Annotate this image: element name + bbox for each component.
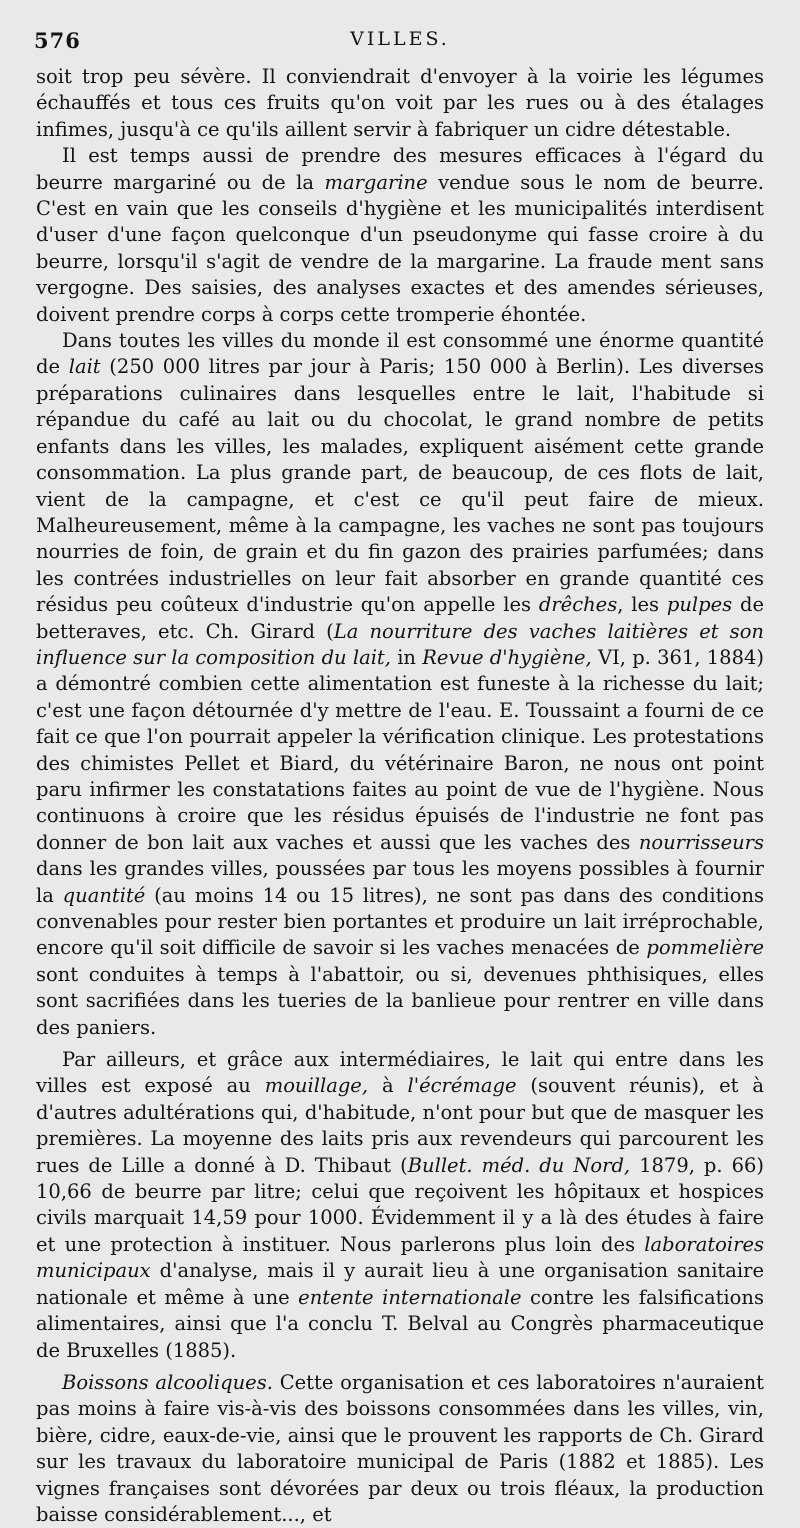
page-number: 576 — [34, 28, 81, 53]
emphasis: nourrisseurs — [638, 830, 764, 854]
emphasis: margarine — [324, 170, 428, 194]
emphasis: entente internationale — [298, 1285, 522, 1309]
emphasis: drêches — [538, 593, 618, 617]
emphasis: quantité — [62, 883, 146, 907]
emphasis: lait — [68, 355, 101, 379]
paragraph-4: Par ailleurs, et grâce aux intermédiaires, le lait qui entre dans les villes est exposé au mouillage, à l'écrémage (souvent réunis), et à d'autres adultérations qui, d'habitude, n'ont pour but que de masquer les premières. La moyenne des laits pris aux revendeurs qui parcourent les rues de Lille a donné à D. Thibaut (Bullet. méd. du Nord, 1879, p. 66) 10,66 de beurre par litre; celui que reçoivent les hôpitaux et hospices civils marquait 14,59 pour 1000. Évidemment il y a là des études à faire et une protection à instituer. Nous parlerons plus loin des laboratoires municipaux d'analyse, mais il y aurait lieu à une organisation sanitaire nationale et même à une entente internationale contre les falsifications alimentaires, ainsi que l'a conclu T. Belval au Congrès pharmaceutique de Bruxelles (1885). — [36, 1048, 765, 1362]
emphasis: La nourriture des vaches laitières et son influence sur la composition du lait, — [36, 619, 764, 669]
emphasis: l'écrémage — [407, 1074, 517, 1098]
paragraph-5: Boissons alcooliques. Cette organisation et ces laboratoires n'auraient pas moins à faire vis-à-vis des boissons consommées dans les villes, vin, bière, cidre, eaux-de-vie, ainsi que le prouvent les rapports de Ch. Girard sur les travaux du laboratoire municipal de Paris (1882 et 1885). Les vignes françaises sont dévorées par deux ou trois fléaux, la production baisse considérablement..., et — [36, 1370, 764, 1526]
paragraph-1: soit trop peu sévère. Il conviendrait d'envoyer à la voirie les légumes échauffés et tous ces fruits qu'on voit par les rues ou à des étalages infimes, jusqu'à ce qu'ils aillent servir à fabriquer un cidre détestable. — [36, 65, 764, 141]
page-header — [0, 28, 800, 56]
running-title: VILLES. — [350, 28, 450, 50]
emphasis: pommelière — [646, 936, 764, 960]
emphasis: mouillage, — [264, 1074, 369, 1098]
emphasis: Revue d'hygiène, — [422, 645, 592, 669]
emphasis: pulpes — [666, 593, 733, 617]
emphasis: Bullet. méd. du Nord, — [407, 1153, 631, 1177]
paragraph-3: Dans toutes les villes du monde il est consommé une énorme quantité de lait (250 000 litres par jour à Paris; 150 000 à Berlin). Les diverses préparations culinaires dans lesquelles entre le lait, l'habitude si répandue du café au lait ou du chocolat, le grand nombre de petits enfants dans les villes, les malades, expliquent aisément cette grande consommation. La plus grande part, de beaucoup, de ces flots de lait, vient de la campagne, et c'est ce qu'il peut faire de mieux. Malheureusement, même à la campagne, les vaches ne sont pas toujours nourries de foin, de grain et du fin gazon des prairies parfumées; dans les contrées industrielles on leur fait absorber en grande quantité ces résidus peu coûteux d'industrie qu'on appelle les drêches, les pulpes de betteraves, etc. Ch. Girard (La nourriture des vaches laitières et son influence sur la composition du lait, in Revue d'hygiène, VI, p. 361, 1884) a démontré combien cette alimentation est funeste à la richesse du lait; c'est une façon détournée d'y mettre de l'eau. E. Toussaint a fourni de ce fait ce que l'on pourrait appeler la vérification clinique. Les protestations des chimistes Pellet et Biard, du vétérinaire Baron, ne nous ont point paru infirmer les constatations faites au point de vue de l'hygiène. Nous continuons à croire que les résidus épuisés de l'industrie ne font pas donner de bon lait aux vaches et aussi que les vaches des nourrisseurs dans les grandes villes, poussées par tous les moyens possibles à fournir la quantité (au moins 14 ou 15 litres), ne sont pas dans des conditions convenables pour rester bien portantes et produire un lait irréprochable, encore qu'il soit difficile de savoir si les vaches menacées de pommelière sont conduites à temps à l'abattoir, ou si, devenues phthisiques, elles sont sacrifiées dans les tueries de la banlieue pour rentrer en ville dans des paniers. — [36, 329, 765, 1039]
emphasis: laboratoires municipaux — [36, 1232, 764, 1283]
paragraph-2: Il est temps aussi de prendre des mesures efficaces à l'égard du beurre margariné ou de la margarine vendue sous le nom de beurre. C'est en vain que les conseils d'hygiène et les municipalités interdisent d'user d'une façon quelconque d'un pseudonyme qui fasse croire à du beurre, lorsqu'il s'agit de vendre de la margarine. La fraude ment sans vergogne. Des saisies, des analyses exactes et des amendes sérieuses, doivent prendre corps à corps cette tromperie éhontée. — [36, 144, 764, 326]
section-heading: Boissons alcooliques. — [62, 1370, 273, 1394]
body-text — [36, 64, 764, 1528]
